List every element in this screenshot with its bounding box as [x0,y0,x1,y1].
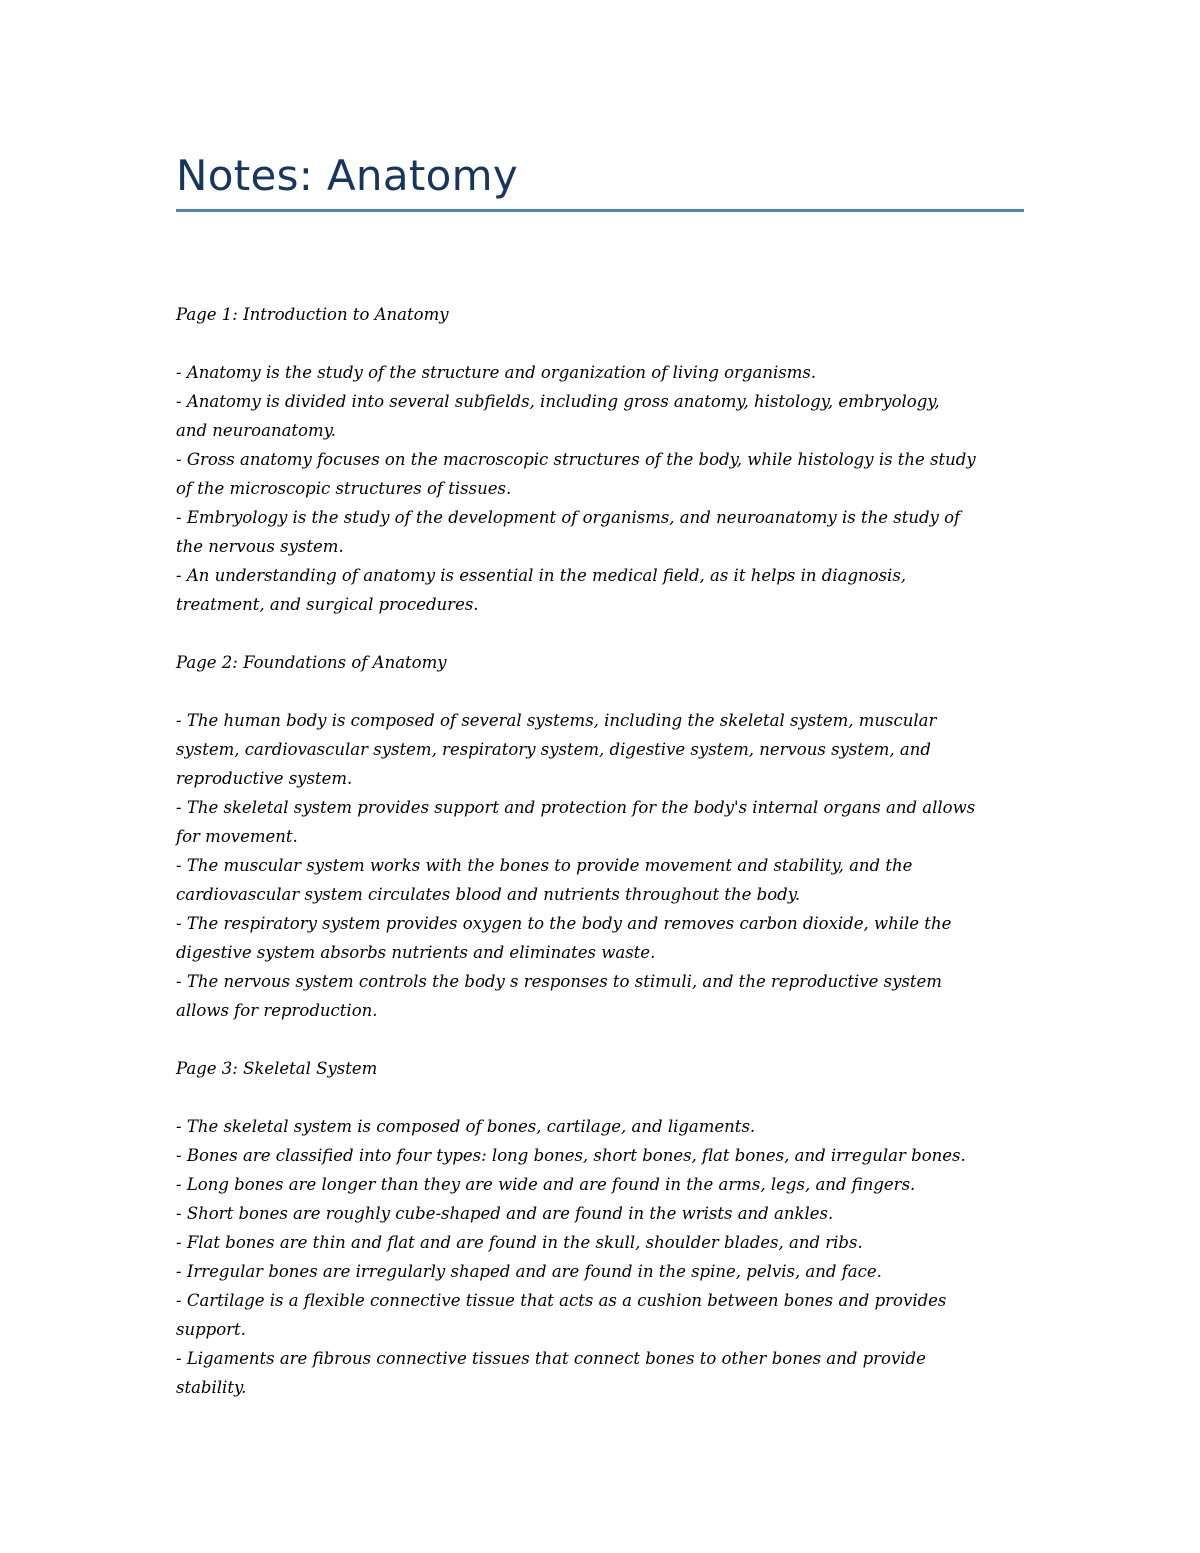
body-line: and neuroanatomy. [176,421,336,440]
body-line: treatment, and surgical procedures. [176,595,479,614]
blank-line [176,1025,1028,1054]
body-line: - Cartilage is a flexible connective tissue that acts as a cushion between bones and provides [176,1291,947,1310]
body-line: - The skeletal system provides support and protection for the body's internal organs and allows [176,798,976,817]
body-line: system, cardiovascular system, respiratory system, digestive system, nervous system, and [176,740,931,759]
section-heading: Page 3: Skeletal System [176,1059,378,1078]
title-underline [176,209,1024,212]
blank-line [176,1083,1028,1112]
body-line: - Flat bones are thin and flat and are found in the skull, shoulder blades, and ribs. [176,1233,863,1252]
body-line: - Anatomy is divided into several subfields, including gross anatomy, histology, embryology, [176,392,940,411]
body-line: - Irregular bones are irregularly shaped and are found in the spine, pelvis, and face. [176,1262,882,1281]
body-line: - Long bones are longer than they are wide and are found in the arms, legs, and fingers. [176,1175,916,1194]
body-line: - Ligaments are fibrous connective tissues that connect bones to other bones and provide [176,1349,926,1368]
body-line: digestive system absorbs nutrients and eliminates waste. [176,943,656,962]
body-line: reproductive system. [176,769,353,788]
section-heading: Page 1: Introduction to Anatomy [176,305,449,324]
blank-line [176,619,1028,648]
body-line: - Embryology is the study of the development of organisms, and neuroanatomy is the study of [176,508,961,527]
body-line: - An understanding of anatomy is essential in the medical field, as it helps in diagnosis, [176,566,907,585]
body-line: for movement. [176,827,298,846]
body-line: - Short bones are roughly cube-shaped and are found in the wrists and ankles. [176,1204,834,1223]
body-line: - The muscular system works with the bones to provide movement and stability, and the [176,856,913,875]
body-line: - The skeletal system is composed of bones, cartilage, and ligaments. [176,1117,756,1136]
body-line: - Anatomy is the study of the structure and organization of living organisms. [176,363,817,382]
page-title: Notes: Anatomy [176,151,519,200]
blank-line [176,329,1028,358]
document-body [176,300,1028,1402]
blank-line [176,677,1028,706]
body-line: cardiovascular system circulates blood and nutrients throughout the body. [176,885,801,904]
body-line: - The nervous system controls the body s responses to stimuli, and the reproductive system [176,972,942,991]
body-line: stability. [176,1378,247,1397]
section-heading: Page 2: Foundations of Anatomy [176,653,447,672]
body-line: - Bones are classified into four types: long bones, short bones, flat bones, and irregular bones. [176,1146,966,1165]
body-line: the nervous system. [176,537,344,556]
body-line: - The respiratory system provides oxygen to the body and removes carbon dioxide, while the [176,914,952,933]
body-line: allows for reproduction. [176,1001,378,1020]
body-line: - The human body is composed of several systems, including the skeletal system, muscular [176,711,937,730]
body-line: - Gross anatomy focuses on the macroscopic structures of the body, while histology is the study [176,450,976,469]
body-line: of the microscopic structures of tissues. [176,479,512,498]
body-line: support. [176,1320,246,1339]
